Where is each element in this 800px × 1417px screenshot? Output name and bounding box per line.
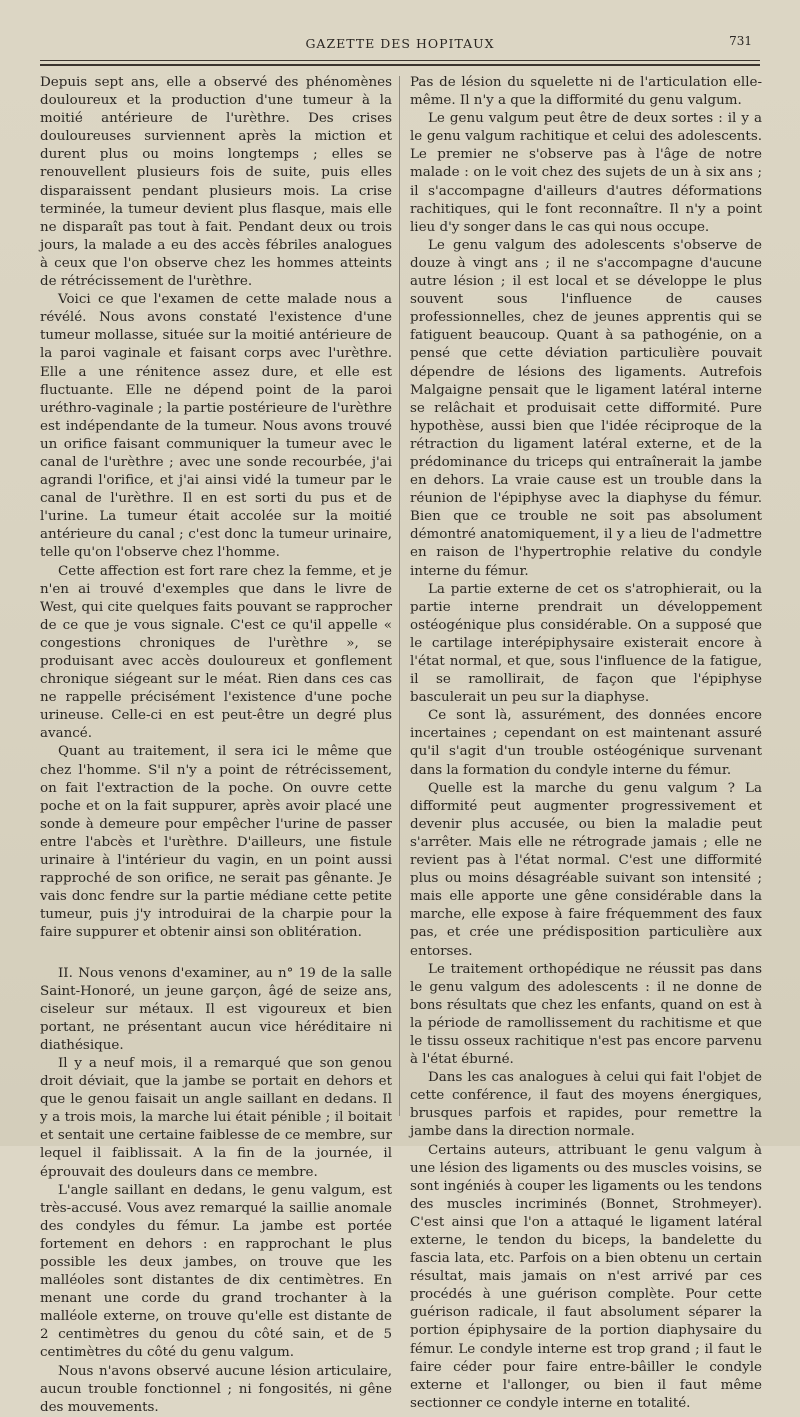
page-number: 731 — [729, 34, 752, 48]
paragraph: Pas de lésion du squelette ni de l'articulation elle-même. Il n'y a que la difformité du genu valgum. — [410, 75, 762, 109]
paragraph: La partie externe de cet os s'atrophierait, ou la partie interne prendrait un développement ostéogénique plus considérable. On a supposé que le cartilage interépiphysaire existerait encore à l'état normal, et que, sous l'influence de la fatigue, il se ramollirait, de façon que l'épiphyse basculerait un peu sur la diaphyse. — [410, 581, 762, 706]
header-rule-thin — [40, 60, 760, 61]
paragraph: Certains auteurs, attribuant le genu valgum à une lésion des ligaments ou des muscles voisins, se sont ingéniés à couper les ligaments ou les tendons des muscles incriminés (Bonnet, Strohmeyer). C'est ainsi que l'on a attaqué le ligament latéral externe, le tendon du biceps, la bandelette du fascia lata, etc. Parfois on a bien obtenu un certain résultat, mais jamais on n'est arrivé par ces procédés à une guérison complète. Pour cette guérison radicale, il faut absolument séparer la portion épiphysaire de la portion diaphysaire du fémur. Le condyle interne est trop grand ; il faut le faire céder pour faire entre-bâiller le condyle externe et l'allonger, ou bien il faut même sectionner ce condyle interne en totalité. — [410, 1142, 762, 1411]
paragraph: Voici ce que l'examen de cette malade nous a révélé. Nous avons constaté l'existence d'une tumeur mollasse, située sur la moitié antérieure de la paroi vaginale et faisant corps avec l'urèthre. Elle a une rénitence assez dure, et elle est fluctuante. Elle ne dépend point de la paroi uréthro-vaginale ; la partie postérieure de l'urèthre est indépendante de la tumeur. Nous avons trouvé un orifice faisant communiquer la tumeur avec le canal de l'urèthre ; avec une sonde recourbée, j'ai agrandi l'orifice, et j'ai ainsi vidé la tumeur par le canal de l'urèthre. Il en est sorti du pus et de l'urine. La tumeur était accolée sur la moitié antérieure du canal ; c'est donc la tumeur urinaire, telle qu'on l'observe chez l'homme. — [40, 292, 392, 561]
paragraph: Dans les cas analogues à celui qui fait l'objet de cette conférence, il faut des moyens énergiques, brusques parfois et rapides, pour remettre la jambe dans la direction normale. — [410, 1070, 762, 1140]
paragraph: Il y a neuf mois, il a remarqué que son genou droit déviait, que la jambe se portait en dehors et que le genou faisait un angle saillant en dedans. Il y a trois mois, la marche lui était pénible ; il boitait et sentait une certaine faiblesse de ce membre, sur lequel il faiblissait. A la fin de la journée, il éprouvait des douleurs dans ce membre. — [40, 1055, 392, 1180]
paragraph: Le genu valgum peut être de deux sortes : il y a le genu valgum rachitique et celui des adolescents. Le premier ne s'observe pas à l'âge de notre malade : on le voit chez des sujets de un à six ans ; il s'accompagne d'ailleurs d'autres déformations rachitiques, qui le font reconnaître. Il n'y a point lieu d'y songer dans le cas qui nous occupe. — [410, 111, 762, 235]
page-header — [0, 36, 800, 60]
paragraph: Le genu valgum des adolescents s'observe de douze à vingt ans ; il ne s'accompagne d'aucune autre lésion ; il est local et se développe le plus souvent sous l'influence de causes professionnelles, chez de jeunes apprentis qui se fatiguent beaucoup. Quant à sa pathogénie, on a pensé que cette déviation particulière pouvait dépendre de lésions des ligaments. Autrefois Malgaigne pensait que le ligament latéral interne se relâchait et produisait cette difformité. Pure hypothèse, aussi bien que l'idée réciproque de la rétraction du ligament latéral externe, et de la prédominance du triceps qui entraînerait la jambe en dehors. La vraie cause est un trouble dans la réunion de l'épiphyse avec la diaphyse du fémur. Bien que ce trouble ne soit pas absolument démontré anatomiquement, il y a lieu de l'admettre en raison de l'hypertrophie relative du condyle interne du fémur. — [410, 237, 762, 579]
paragraph: Ce sont là, assurément, des données encore incertaines ; cependant on est maintenant assuré qu'il s'agit d'un trouble ostéogénique survenant dans la formation du condyle interne du fémur. — [410, 708, 762, 778]
column-divider — [399, 76, 400, 1116]
header-rule-thick — [40, 64, 760, 66]
paragraph: Depuis sept ans, elle a observé des phénomènes douloureux et la production d'une tumeur à la moitié antérieure de l'urèthre. Des crises douloureuses surviennent après la miction et durent plus ou moins longtemps ; elles se renouvellent plusieurs fois de suite, puis elles disparaissent pendant plusieurs mois. La crise terminée, la tumeur devient plus flasque, mais elle ne disparaît pas tout à fait. Pendant deux ou trois jours, la malade a eu des accès fébriles analogues à ceux que l'on observe chez les hommes atteints de rétrécissement de l'urèthre. — [40, 75, 392, 290]
left-column — [40, 74, 392, 1417]
paragraph: L'angle saillant en dedans, le genu valgum, est très-accusé. Vous avez remarqué la saillie anomale des condyles du fémur. La jambe est portée fortement en dehors : en rapprochant le plus possible les deux jambes, on trouve que les malléoles sont distantes de dix centimètres. En menant une corde du grand trochanter à la malléole externe, on trouve qu'elle est distante de 2 centimètres du genou du côté sain, et de 5 centimètres du côté du genu valgum. — [40, 1182, 392, 1361]
paragraph: Quelle est la marche du genu valgum ? La difformité peut augmenter progressivement et devenir plus accusée, ou bien la maladie peut s'arrêter. Mais elle ne rétrograde jamais ; elle ne revient pas à l'état normal. C'est une difformité plus ou moins désagréable suivant son intensité ; mais elle apporte une gêne considérable dans la marche, elle expose à faire fréquemment des faux pas, et crée une prédisposition particulière aux entorses. — [410, 780, 762, 959]
paragraph: Cette affection est fort rare chez la femme, et je n'en ai trouvé d'exemples que dans le livre de West, qui cite quelques faits pouvant se rapprocher de ce que je vous signale. C'est ce qu'il appelle « congestions chroniques de l'urèthre », se produisant avec accès douloureux et gonflement chronique siégeant sur le méat. Rien dans ces cas ne rappelle précisément l'existence d'une poche urineuse. Celle-ci en est peut-être un degré plus avancé. — [40, 563, 392, 742]
paragraph: Le traitement orthopédique ne réussit pas dans le genu valgum des adolescents : il ne donne de bons résultats que chez les enfants, quand on est à la période de ramollissement du rachitisme et que le tissu osseux rachitique n'est pas encore parvenu à l'état éburné. — [410, 961, 762, 1068]
section-paragraph: II. Nous venons d'examiner, au n° 19 de la salle Saint-Honoré, un jeune garçon, âgé de seize ans, ciseleur sur métaux. Il est vigoureux et bien portant, ne présentant aucun vice héréditaire ni diathésique. — [40, 965, 392, 1053]
paragraph: Quant au traitement, il sera ici le même que chez l'homme. S'il n'y a point de rétrécissement, on fait l'extraction de la poche. On ouvre cette poche et on la fait suppurer, après avoir placé une sonde à demeure pour empêcher l'urine de passer entre l'abcès et l'urèthre. D'ailleurs, une fistule urinaire à l'intérieur du vagin, en un point aussi rapproché de son orifice, ne serait pas gênante. Je vais donc fendre sur la partie médiane cette petite tumeur, puis j'y introduirai de la charpie pour la faire suppurer et obtenir ainsi son oblitération. — [40, 744, 392, 941]
journal-title: GAZETTE DES HOPITAUX — [305, 36, 495, 51]
right-column — [410, 74, 762, 1413]
paragraph: Nous n'avons observé aucune lésion articulaire, aucun trouble fonctionnel ; ni fongosités, ni gêne des mouvements. — [40, 1363, 392, 1415]
